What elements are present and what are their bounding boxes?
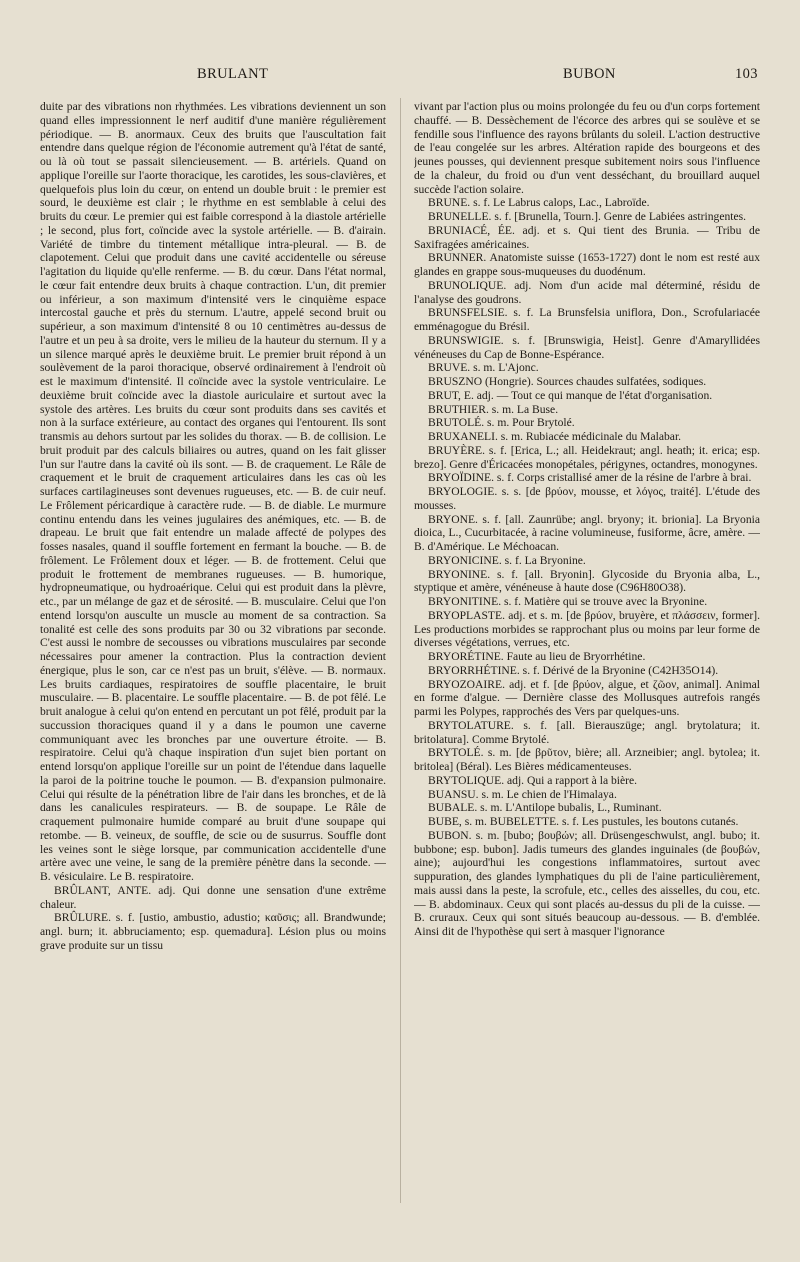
entry-paragraph: BRÛLANT, ANTE. adj. Qui donne une sensation d'une extrême chaleur. [40, 883, 386, 911]
entry-paragraph: BRYTOLATURE. s. f. [all. Bierauszüge; angl. brytolatura; it. britolatura]. Comme Brytolé. [414, 718, 760, 746]
entry-paragraph: BUBALE. s. m. L'Antilope bubalis, L., Ruminant. [428, 801, 662, 815]
entry-paragraph: BRYORÉTINE. Faute au lieu de Bryorrhétine. [428, 650, 646, 663]
entry-paragraph: BRYTOLIQUE. adj. Qui a rapport à la bière. [428, 773, 638, 787]
column-divider [400, 98, 401, 1203]
running-head-last-entry: BUBON [563, 66, 616, 82]
right-column [414, 100, 760, 1200]
entry-paragraph: BUANSU. s. m. Le chien de l'Himalaya. [428, 787, 617, 801]
entry-paragraph: BRYOPLASTE. adj. et s. m. [de βρύον, bruyère, et πλάσσειν, former]. Les productions morbides se rapprochant plus ou moins par leur forme de diverses végétations, verrues, etc. [414, 608, 760, 650]
entry-paragraph: BRYORRHÉTINE. s. f. Dérivé de la Bryonine (C42H35O14). [428, 663, 719, 677]
entry-paragraph: BRYONICINE. s. f. La Bryonine. [428, 553, 586, 567]
entry-paragraph: BRYONITINE. s. f. Matière qui se trouve avec la Bryonine. [428, 595, 708, 608]
entry-paragraph: BRUTOLÉ. s. m. Pour Brytolé. [428, 416, 575, 430]
entry-paragraph: BRUNSFELSIE. s. f. La Brunsfelsia uniflora, Don., Scrofulariacée emménagogue du Brésil. [414, 306, 760, 333]
entry-paragraph: duite par des vibrations non rhythmées. Les vibrations deviennent un son quand elles impressionnent le nerf auditif d'une manière régulièrement périodique. — B. anormaux. Ceux des bruits que l'auscultation fait entendre dans quelque région de l'économie autrement qu'à l'état de santé, ou là où tout se passait silencieusement. — B. artériels. Quand on applique l'oreille sur l'aorte thoracique, les carotides, les sous-clavières, et quelquefois plus loin du cœur, on entend un double bruit : le premier est sourd, le deuxième est clair ; le rhythme en est semblable à celui des bruits du cœur. Le premier qui est faible correspond à la diastole artérielle ; le second, plus fort, coïncide avec la systole artérielle. — B. d'airain. Variété de timbre du tintement métallique intra-pleural. — B. de clapotement. Celui que produit dans une cavité accidentelle ou séreuse l'agitation du liquide qu'elle renferme. — B. du cœur. Dans l'état normal, le cœur fait entendre deux bruits à chaque contraction. L'un, dit premier ou inférieur, a son maximum d'intensité vers le cinquième espace intercostal gauche et près du sternum. L'autre, appelé second bruit ou supérieur, a son maximum d'intensité 8 ou 10 centimètres au-dessus de l'autre et un peu à sa droite, vers le milieu de la hauteur du sternum. Il y a un silence marqué après le deuxième bruit. Le premier bruit répond à un soulèvement de la paroi thoracique, observé ordinairement à l'endroit où est le maximum d'intensité. Il coïncide avec la systole ventriculaire. Le deuxième bruit coïncide avec la diastole auriculaire et surtout avec la systole des artères. Les bruits du cœur sont produits dans ses cavités et non à la surface extérieure, au contact des organes qui l'entourent. Ils sont transmis au dehors surtout par les solides du thorax. — B. de collision. Le bruit produit par des calculs biliaires ou autres, quand on les fait glisser l'un sur l'autre dans la cavité où ils sont. — B. de craquement. Le Râle de craquement et le bruit de craquement articulaires dans les cas où les surfaces cartilagineuses sont devenues rugueuses, etc. — B. de cuir neuf. Le Frôlement péricardique à caractère rude. — B. de diable. Le murmure continu entendu dans les veines jugulaires des anémiques, etc. — B. de drapeau. Le bruit que fait entendre un malade affecté de polypes des fosses nasales, quand il souffle fortement en fermant la bouche. — B. de frôlement. Le Frôlement doux et léger. — B. de frottement. Celui que produit le frottement de membranes rugueuses. — B. humorique, hydropneumatique, ou hydroaérique. Celui qui est produit dans la plèvre, etc., par un mélange de gaz et de sérosité. — B. musculaire. Celui que l'on entend lorsqu'on ausculte un muscle au moment de sa contraction. Sa tonalité est celle des sons produits par 30 ou 32 vibrations par seconde. C'est aussi le nombre de secousses ou vibrations musculaires par seconde nécessaires pour amener la contraction. Plus la contraction devient énergique, plus le son, car ce n'est pas un bruit, s'élève. — B. normaux. Les bruits cardiaques, respiratoires de souffle placentaire, le bruit musculaire. — B. placentaire. Le souffle placentaire. — B. de pot fêlé. Le bruit analogue à celui qu'on entend en percutant un pot fêlé, produit par la succussion thoraciques quand il y a dans le poumon une caverne communiquant avec les bronches par une ouverture étroite. — B. respiratoire. Celui qu'à chaque inspiration d'un sujet bien portant on entend lorsqu'on applique l'oreille sur un point de l'étendue dans laquelle la paroi de la poitrine touche le poumon. — B. d'expansion pulmonaire. Celui qui résulte de la pénétration libre de l'air dans les bronches, et de là dans les canalicules respirateurs. — B. de soupape. Le Râle de craquement pulmonaire humide comparé au bruit d'une soupape qui retombe. — B. veineux, de souffle, de scie ou de susurrus. Souffle dont les veines sont le siège lorsque, par communication accidentelle d'une artère avec une veine, le sang de la première pénètre dans la seconde. — B. vésiculaire. Le B. respiratoire. [40, 100, 386, 883]
running-head-first-entry: BRULANT [197, 66, 269, 82]
page-number: 103 [735, 66, 758, 82]
entry-paragraph: BRUNSWIGIE. s. f. [Brunswigia, Heist]. Genre d'Amaryllidées vénéneuses du Cap de Bonne-Espérance. [414, 333, 760, 361]
entry-paragraph: BRYONE. s. f. [all. Zaunrübe; angl. bryony; it. brionia]. La Bryonia dioica, L., Cucurbitacée, à racine volumineuse, fusiforme, âcre, amère. — B. d'Amérique. Le Méchoacan. [414, 512, 760, 553]
entry-paragraph: vivant par l'action plus ou moins prolongée du feu ou d'un corps fortement chauffé. — B. Dessèchement de l'écorce des arbres qui se soulève et se fendille sous l'influence des rayons brûlants du soleil. L'action destructive de l'eau congelée sur les arbres. Altération rapide des bourgeons et des jeunes pousses, qui deviennent presque subitement noirs sous l'influence de la chaleur, du froid ou d'un vent desséchant, du brouillard auquel succède l'action solaire. [414, 100, 760, 196]
entry-paragraph: BRYOLOGIE. s. s. [de βρύον, mousse, et λόγος, traité]. L'étude des mousses. [414, 485, 760, 512]
entry-paragraph: BRYONINE. s. f. [all. Bryonin]. Glycoside du Bryonia alba, L., styptique et amère, vénéneuse à haute dose (C96H80O38). [414, 567, 760, 595]
entry-paragraph: BRUNOLIQUE. adj. Nom d'un acide mal déterminé, résidu de l'analyse des goudrons. [414, 278, 760, 306]
entry-paragraph: BRUVE. s. m. L'Ajonc. [428, 361, 539, 375]
entry-paragraph: BRÛLURE. s. f. [ustio, ambustio, adustio; καῦσις; all. Brandwunde; angl. burn; it. abbruciamento; esp. quemadura]. Lésion plus ou moins grave produite sur un tissu [40, 911, 386, 952]
entry-paragraph: BRUSZNO (Hongrie). Sources chaudes sulfatées, sodiques. [428, 375, 707, 388]
entry-paragraph: BRYOZOAIRE. adj. et f. [de βρύον, algue, et ζῶον, animal]. Animal en forme d'algue. — Dernière classe des Mollusques autrefois rangés parmi les Polypes, rapprochés des Vers par quelques-uns. [414, 677, 760, 718]
entry-paragraph: BUBON. s. m. [bubo; βουβών; all. Drüsengeschwulst, angl. bubo; it. bubbone; esp. bubon]. Jadis tumeurs des glandes inguinales (de βουβών, aine); aujourd'hui les congestions inflammatoires, surtout avec suppuration, des glandes lymphatiques du pli de l'aine particulièrement, mais aussi dans la peste, la scrofule, etc., celles des aisselles, du cou, etc. — B. abdominaux. Ceux qui sont placés au-dessus du pli de la cuisse. — B. cruraux. Ceux qui sont situés beaucoup au-dessous. — B. d'emblée. Ainsi dit de l'hypothèse qui sert à masquer l'ignorance [414, 828, 760, 938]
entry-paragraph: BRUNNER. Anatomiste suisse (1653-1727) dont le nom est resté aux glandes en grappe sous-muqueuses du duodénum. [414, 251, 760, 278]
entry-paragraph: BRUNELLE. s. f. [Brunella, Tourn.]. Genre de Labiées astringentes. [428, 210, 747, 223]
entry-paragraph: BRUNE. s. f. Le Labrus calops, Lac., Labroïde. [428, 196, 650, 210]
entry-paragraph: BRUXANELI. s. m. Rubiacée médicinale du Malabar. [428, 430, 682, 443]
left-column [40, 100, 386, 1200]
entry-paragraph: BUBE, s. m. BUBELETTE. s. f. Les pustules, les boutons cutanés. [428, 815, 739, 828]
entry-paragraph: BRUT, E. adj. — Tout ce qui manque de l'état d'organisation. [428, 388, 713, 402]
entry-paragraph: BRUNIACÉ, ÉE. adj. et s. Qui tient des Brunia. — Tribu de Saxifragées américaines. [414, 223, 760, 251]
entry-paragraph: BRUYÈRE. s. f. [Erica, L.; all. Heidekraut; angl. heath; it. erica; esp. brezo]. Genre d'Éricacées monopétales, périgynes, octandres, monogynes. [414, 443, 760, 471]
entry-paragraph: BRUTHIER. s. m. La Buse. [428, 402, 559, 416]
entry-paragraph: BRYOÏDINE. s. f. Corps cristallisé amer de la résine de l'arbre à brai. [428, 471, 752, 485]
entry-paragraph: BRYTOLÉ. s. m. [de βρῦτον, bière; all. Arzneibier; angl. bytolea; it. britolea] (Béral). Les Bières médicamenteuses. [414, 746, 760, 773]
